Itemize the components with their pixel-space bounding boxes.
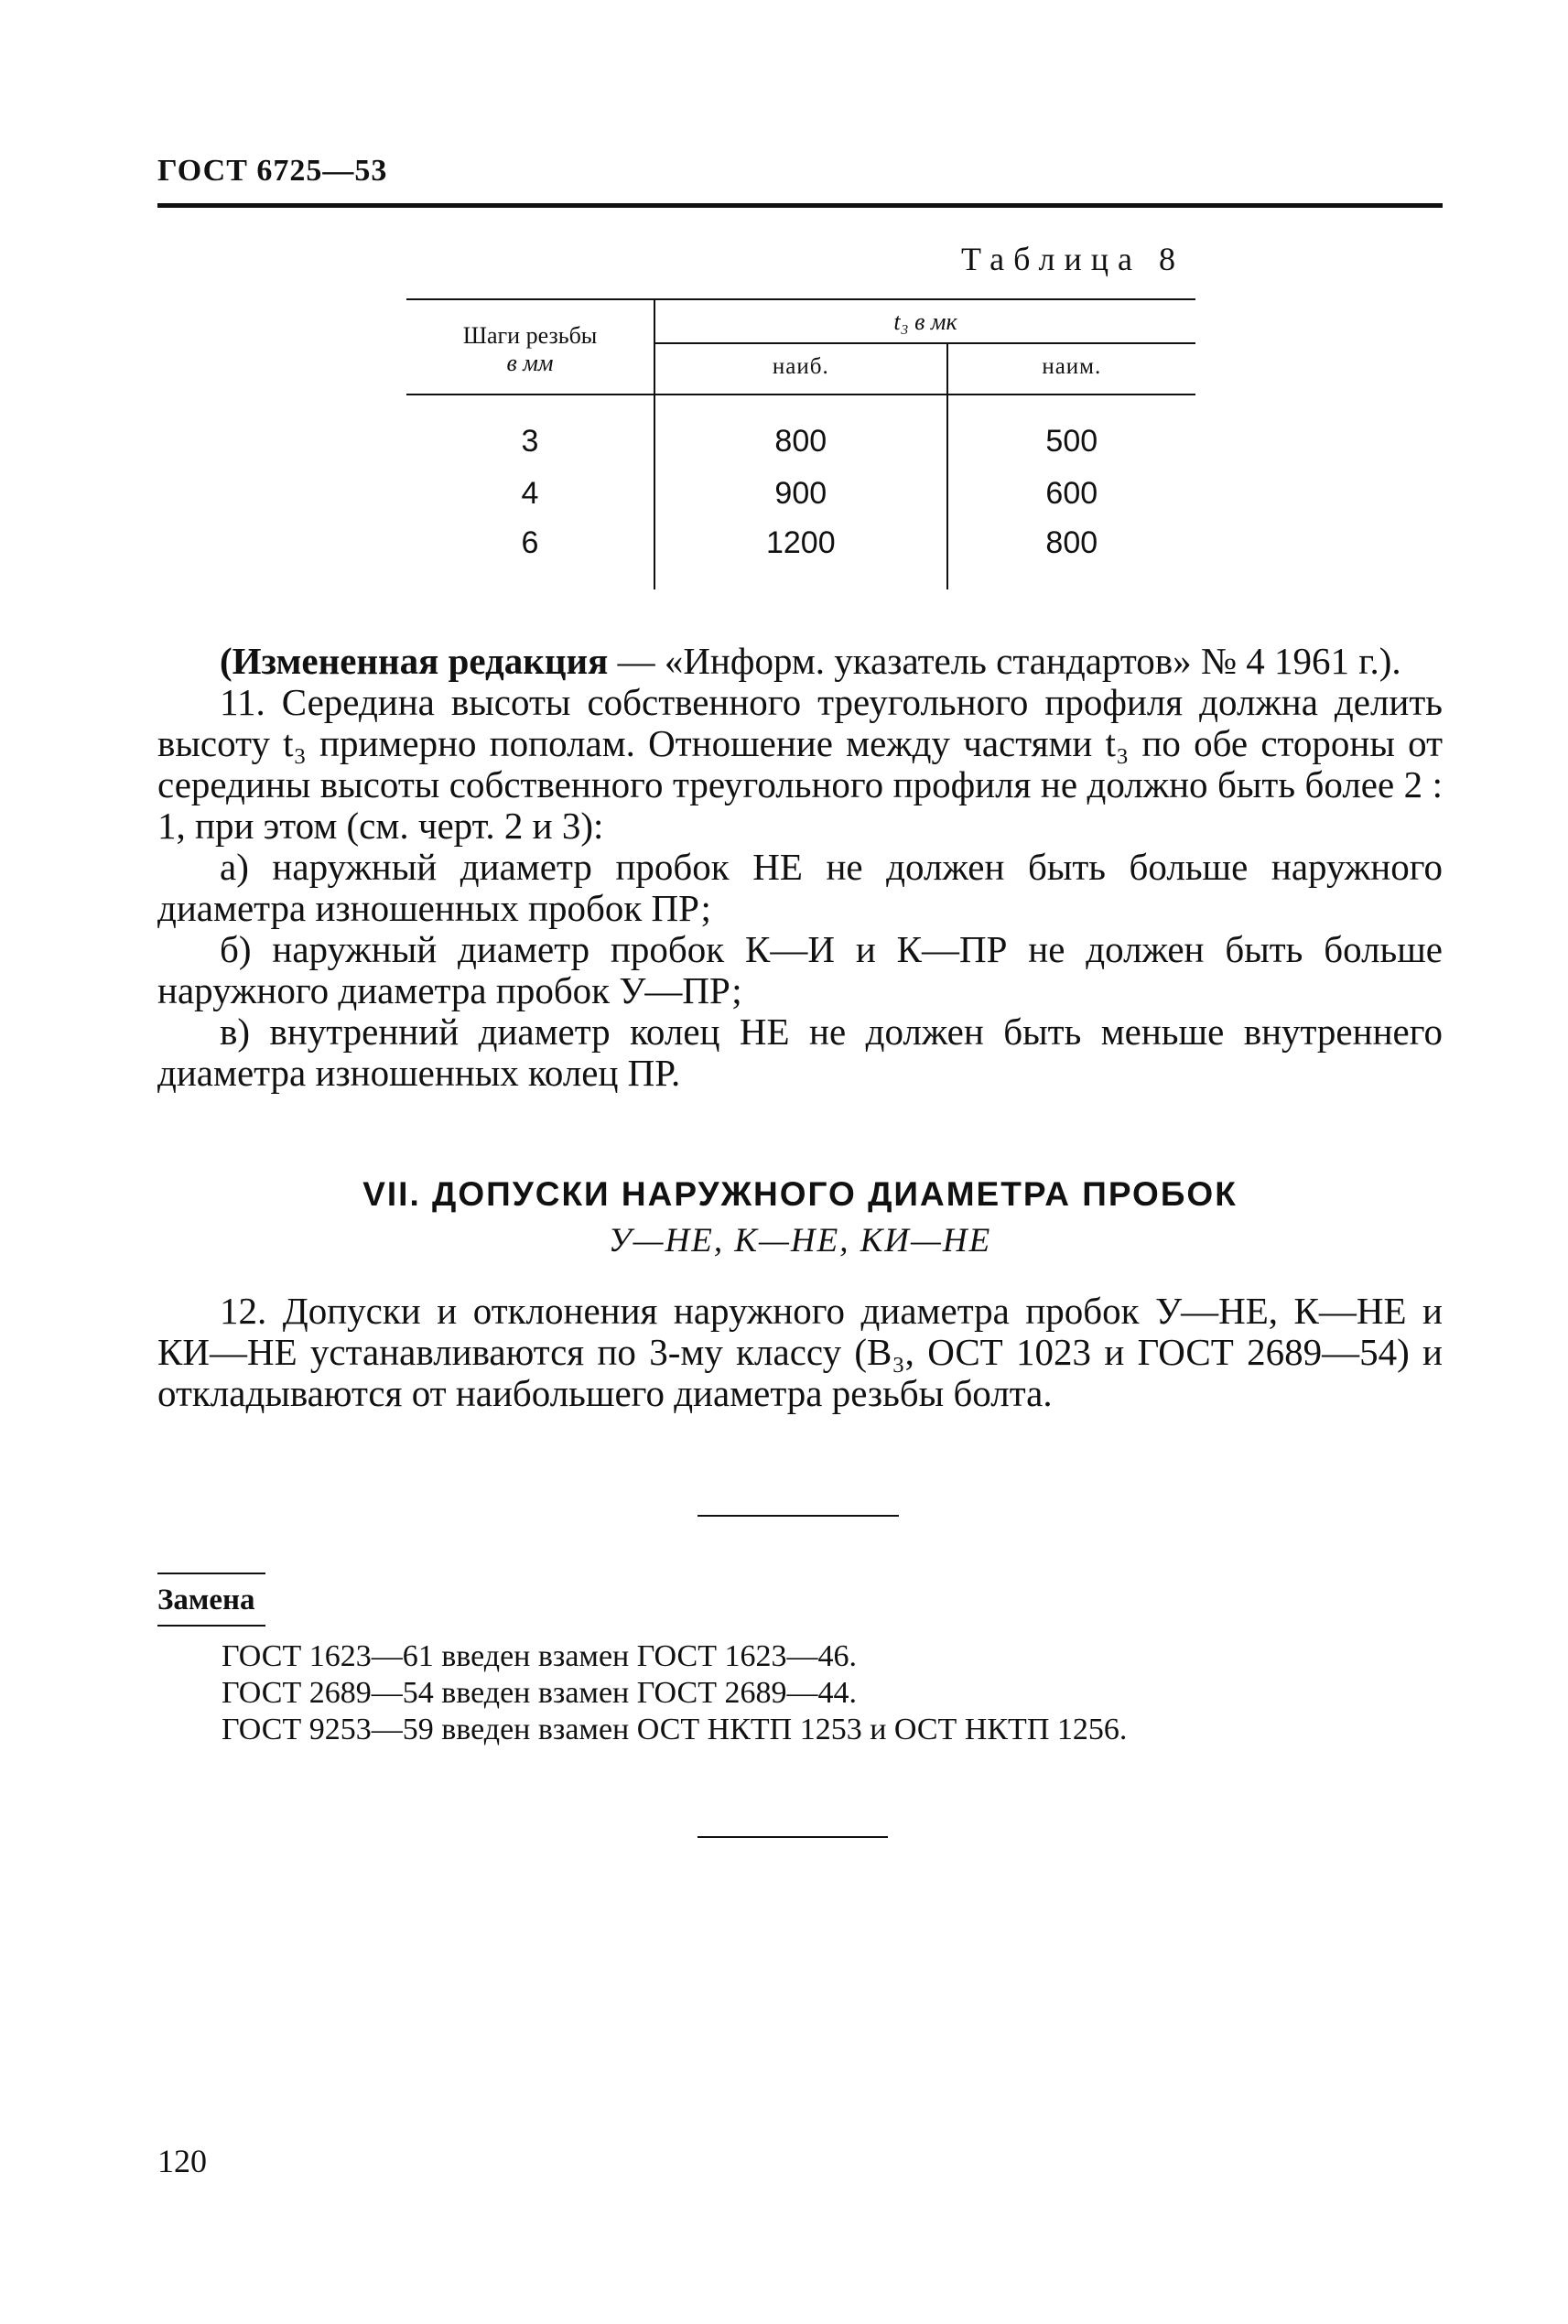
paragraph-11b: б) наружный диаметр пробок К—И и К—ПР не должен быть больше наружного диаметра пробок У—ПР; bbox=[157, 928, 1443, 1011]
separator-rule-bottom bbox=[697, 1836, 888, 1838]
table-cell: 1200 bbox=[654, 518, 947, 589]
thread-pitch-table bbox=[406, 298, 1195, 589]
replacement-line: ГОСТ 1623—61 введен взамен ГОСТ 1623—46. bbox=[222, 1639, 857, 1673]
amended-note bbox=[157, 641, 1443, 682]
body-section-11 bbox=[157, 641, 1443, 1094]
replacement-list bbox=[222, 1638, 1127, 1748]
body-section-12 bbox=[157, 1291, 1443, 1414]
col-min-header: наим. bbox=[947, 343, 1195, 395]
table-row bbox=[406, 469, 1195, 518]
table-cell: 6 bbox=[406, 518, 654, 589]
table-cell: 4 bbox=[406, 469, 654, 518]
paragraph-11c: в) внутренний диаметр колец НЕ не должен быть меньше внутреннего диаметра изношенных колец ПР. bbox=[157, 1011, 1443, 1094]
table-cell: 800 bbox=[1045, 524, 1098, 560]
document-header: ГОСТ 6725—53 bbox=[157, 154, 388, 188]
header-rule bbox=[157, 203, 1443, 208]
paragraph-12: 12. Допуски и отклонения наружного диаметра пробок У—НЕ, К—НЕ и КИ—НЕ устанавливаются по 3-му классу (В₃, ОСТ 1023 и ГОСТ 2689—54) и откладываются от наибольшего диаметра резьбы болта. bbox=[157, 1290, 1443, 1414]
table-row bbox=[406, 518, 1195, 589]
paragraph-11a: а) наружный диаметр пробок НЕ не должен быть больше наружного диаметра изношенных пробок ПР; bbox=[157, 846, 1443, 929]
table-cell: 3 bbox=[406, 395, 654, 469]
replacement-heading-rule-top bbox=[157, 1573, 265, 1574]
replacement-heading bbox=[157, 1573, 265, 1627]
col-pitch-header-line2: в мм bbox=[506, 350, 554, 376]
replacement-heading-text: Замена bbox=[157, 1584, 255, 1616]
table-cell: 800 bbox=[654, 395, 947, 469]
table-cell: 900 bbox=[654, 469, 947, 518]
page-number: 120 bbox=[157, 2143, 207, 2179]
col-max-header: наиб. bbox=[654, 343, 947, 395]
col-pitch-header-line1: Шаги резьбы bbox=[462, 322, 598, 349]
separator-rule bbox=[697, 1515, 899, 1517]
table-cell: 600 bbox=[1045, 475, 1098, 511]
amended-note-rest: — «Информ. указатель стандартов» № 4 1961 г.). bbox=[608, 640, 1401, 682]
replacement-line: ГОСТ 2689—54 введен взамен ГОСТ 2689—44. bbox=[222, 1676, 857, 1710]
amended-note-bold: (Измененная редакция bbox=[220, 640, 609, 682]
replacement-line: ГОСТ 9253—59 введен взамен ОСТ НКТП 1253 и ОСТ НКТП 1256. bbox=[222, 1713, 1128, 1746]
table-caption: Таблица 8 bbox=[961, 241, 1184, 277]
table-row bbox=[406, 395, 1195, 469]
replacement-heading-rule-bottom bbox=[157, 1625, 265, 1627]
section-subtitle: У—НЕ, К—НЕ, КИ—НЕ bbox=[608, 1222, 992, 1259]
col-group-header: t₃ в мк bbox=[654, 299, 1195, 343]
col-pitch-header bbox=[406, 299, 654, 395]
paragraph-11: 11. Середина высоты собственного треугольного профиля должна делить высоту t₃ примерно пополам. Отношение между частями t₃ по обе стороны от середины высоты собственного треугольного профиля не должно быть более 2 : 1, при этом (см. черт. 2 и 3): bbox=[157, 681, 1443, 847]
section-title: VII. ДОПУСКИ НАРУЖНОГО ДИАМЕТРА ПРОБОК bbox=[362, 1175, 1238, 1213]
table-cell: 500 bbox=[1045, 423, 1098, 459]
